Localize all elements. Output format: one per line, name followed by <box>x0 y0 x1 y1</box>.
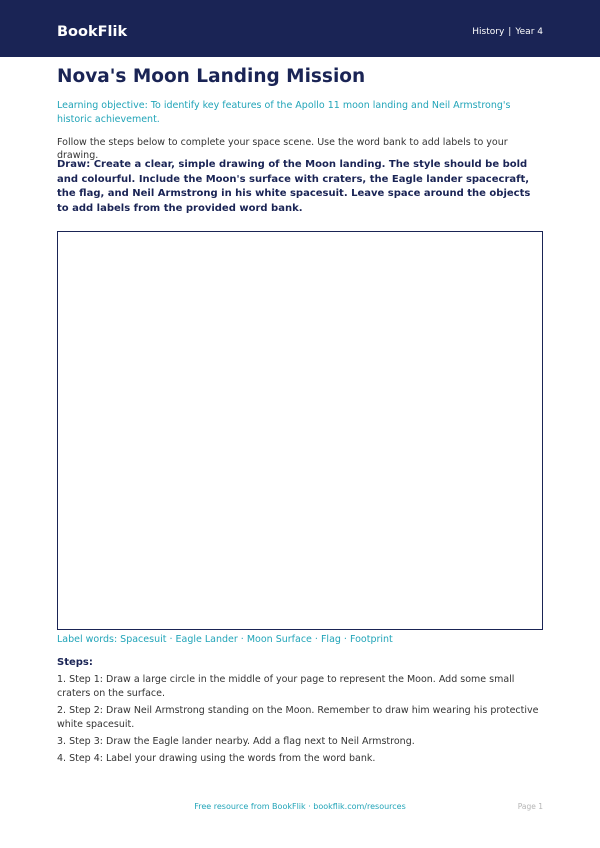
steps-heading: Steps: <box>57 657 93 668</box>
footer-resource-text: Free resource from BookFlik · bookflik.com/resources <box>194 802 406 811</box>
header-separator: | <box>508 27 512 37</box>
intro-text: Follow the steps below to complete your space scene. Use the word bank to add labels to your drawing. <box>57 137 508 161</box>
header-meta <box>472 26 543 38</box>
learning-objective: Learning objective: To identify key features of the Apollo 11 moon landing and Neil Armstrong's historic achievement. <box>57 100 511 125</box>
header-bar <box>0 0 600 57</box>
step-item: 3. Step 3: Draw the Eagle lander nearby. Add a flag next to Neil Armstrong. <box>57 736 415 747</box>
step-item: 2. Step 2: Draw Neil Armstrong standing on the Moon. Remember to draw him wearing his protective white spacesuit. <box>57 705 539 730</box>
year-label: Year 4 <box>515 27 543 37</box>
step-item: 4. Step 4: Label your drawing using the words from the word bank. <box>57 753 376 764</box>
label-word-bank: Label words: Spacesuit · Eagle Lander · Moon Surface · Flag · Footprint <box>57 634 393 645</box>
page-number: Page 1 <box>517 802 543 811</box>
steps-list <box>57 673 547 769</box>
draw-instruction: Draw: Create a clear, simple drawing of the Moon landing. The style should be bold and colourful. Include the Moon's surface with craters, the Eagle lander spacecraft, the flag, and Neil Armstrong in his white spacesuit. Leave space around the objects to add labels from the provided word bank. <box>57 159 531 214</box>
worksheet-title: Nova's Moon Landing Mission <box>57 66 366 87</box>
subject-label: History <box>472 27 505 37</box>
brand-logo-text: BookFlik <box>57 24 128 40</box>
drawing-area[interactable] <box>57 231 543 630</box>
step-item: 1. Step 1: Draw a large circle in the middle of your page to represent the Moon. Add some small craters on the surface. <box>57 674 515 699</box>
